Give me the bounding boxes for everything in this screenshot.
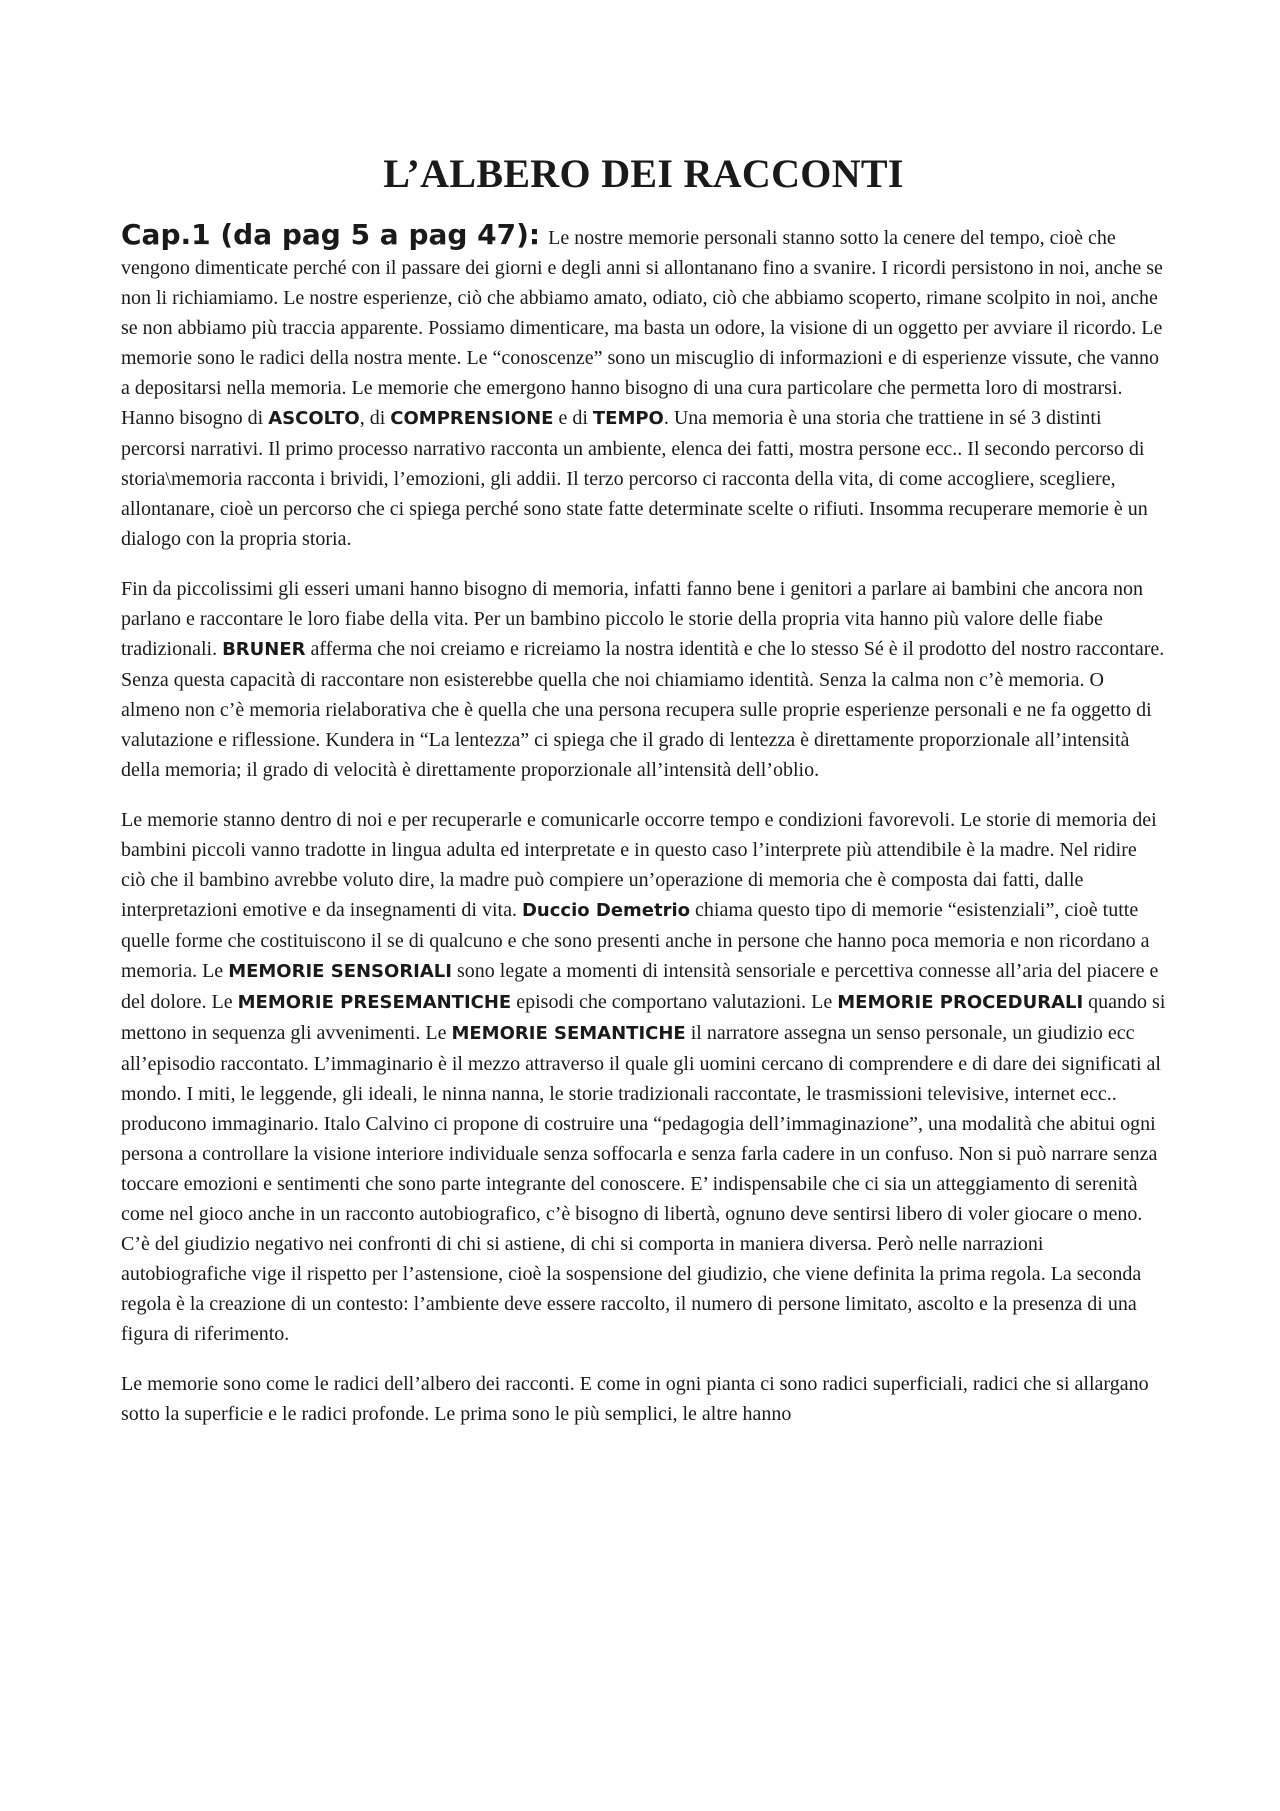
text-run: . Una memoria è una storia che trattiene in sé 3 distinti percorsi narrativi. Il primo processo narrativo racconta un ambiente, elenca dei fatti, mostra persone ecc.. Il secondo percorso di storia\memoria racconta i brividi, l’emozioni, gli addii. Il terzo percorso ci racconta della vita, di come accogliere, scegliere, allontanare, cioè un percorso che ci spiega perché sono state fatte determinate scelte o rifiuti. Insomma recuperare memorie è un dialogo con la propria storia. [121,407,1148,550]
text-run: Le memorie sono come le radici dell’albero dei racconti. E come in ogni pianta ci sono radici superficiali, radici che si allargano sotto la superficie e le radici profonde. Le prima sono le più semplici, le altre hanno [121,1373,1149,1425]
keyword-duccio-demetrio: Duccio Demetrio [521,900,691,921]
text-run: il narratore assegna un senso personale, un giudizio ecc all’episodio raccontato. L’immaginario è il mezzo attraverso il quale gli uomini cercano di comprendere e di dare dei significati al mondo. I miti, le leggende, gli ideali, le ninna nanna, le storie tradizionali raccontate, le trasmissioni televisive, internet ecc.. producono immaginario. Italo Calvino ci propone di costruire una “pedagogia dell’immaginazione”, una modalità che abitui ogni persona a controllare la visione interiore individuale senza soffocarla e senza farla cadere in un confuso. Non si può narrare senza toccare emozioni e sentimenti che sono parte integrante del conoscere. E’ indispensabile che ci sia un atteggiamento di serenità come nel gioco anche in un racconto autobiografico, c’è bisogno di libertà, ognuno deve sentirsi libero di voler giocare o meno. C’è del giudizio negativo nei confronti di chi si astiene, di chi si comporta in maniera diversa. Però nelle narrazioni autobiografiche vige il rispetto per l’astensione, cioè la sospensione del giudizio, che viene definita la prima regola. La seconda regola è la creazione di un contesto: l’ambiente deve essere raccolto, il numero di persone limitato, ascolto e la presenza di una figura di riferimento. [121,1022,1161,1345]
text-run: episodi che comportano valutazioni. Le [511,991,838,1013]
chapter-heading: Cap.1 (da pag 5 a pag 47): [121,218,541,251]
text-run: Le memorie stanno dentro di noi e per recuperarle e comunicarle occorre tempo e condizioni favorevoli. Le storie di memoria dei bambini piccoli vanno tradotte in lingua adulta ed interpretate e in questo caso l’interprete più attendibile è la madre. Nel ridire ciò che il bambino avrebbe voluto dire, la madre può compiere un’operazione di memoria che è composta dai fatti, dalle interpretazioni emotive e da insegnamenti di vita. [121,809,1157,921]
text-run: sono legate a momenti di intensità sensoriale e percettiva connesse all’aria del piacere e del dolore. Le [121,960,1159,1013]
text-run: afferma che noi creiamo e ricreiamo la nostra identità e che lo stesso Sé è il prodotto del nostro raccontare. Senza questa capacità di raccontare non esisterebbe quella che noi chiamiamo identità. Senza la calma non c’è memoria. O almeno non c’è memoria rielaborativa che è quella che una persona recupera sulle proprie esperienze personali e ne fa oggetto di valutazione e riflessione. Kundera in “La lentezza” ci spiega che il grado di lentezza è direttamente proporzionale all’intensità della memoria; il grado di velocità è direttamente proporzionale all’intensità dell’oblio. [121,638,1165,781]
text-run: Le nostre memorie personali stanno sotto la cenere del tempo, cioè che vengono dimenticate perché con il passare dei giorni e degli anni si allontanano fino a svanire. I ricordi persistono in noi, anche se non li richiamiamo. Le nostre esperienze, ciò che abbiamo amato, odiato, ciò che abbiamo scoperto, rimane scolpito in noi, anche se non abbiamo più traccia apparente. Possiamo dimenticare, ma basta un odore, la visione di un oggetto per avviare il ricordo. Le memorie sono le radici della nostra mente. Le “conoscenze” sono un miscuglio di informazioni e di esperienze vissute, che vanno a depositarsi nella memoria. Le memorie che emergono hanno bisogno di una cura particolare che permetta loro di mostrarsi. Hanno bisogno di [121,227,1163,429]
keyword-memorie-sensoriali: MEMORIE SENSORIALI [228,961,452,982]
keyword-tempo: TEMPO [592,408,664,429]
keyword-ascolto: ASCOLTO [268,408,360,429]
text-run: quando si mettono in sequenza gli avvenimenti. Le [121,991,1166,1044]
paragraph-3 [121,805,1166,1349]
paragraph-2 [121,574,1166,785]
keyword-bruner: BRUNER [222,639,306,660]
document-title: L’ALBERO DEI RACCONTI [383,151,904,196]
paragraph-1 [121,220,1166,554]
text-run: , di [359,407,391,429]
keyword-comprensione: COMPRENSIONE [390,408,554,429]
keyword-memorie-procedurali: MEMORIE PROCEDURALI [837,992,1084,1013]
text-run: Fin da piccolissimi gli esseri umani hanno bisogno di memoria, infatti fanno bene i genitori a parlare ai bambini che ancora non parlano e raccontare le loro fiabe della vita. Per un bambino piccolo le storie della propria vita hanno più valore delle fiabe tradizionali. [121,578,1143,660]
paragraph-4 [121,1369,1166,1429]
keyword-memorie-semantiche: MEMORIE SEMANTICHE [451,1023,686,1044]
text-run: chiama questo tipo di memorie “esistenziali”, cioè tutte quelle forme che costituiscono il se di qualcuno e che sono presenti anche in persone che hanno poca memoria e non ricordano a memoria. Le [121,899,1150,982]
text-run: e di [553,407,593,429]
document-page [121,150,1166,1449]
keyword-memorie-presemantiche: MEMORIE PRESEMANTICHE [237,992,512,1013]
